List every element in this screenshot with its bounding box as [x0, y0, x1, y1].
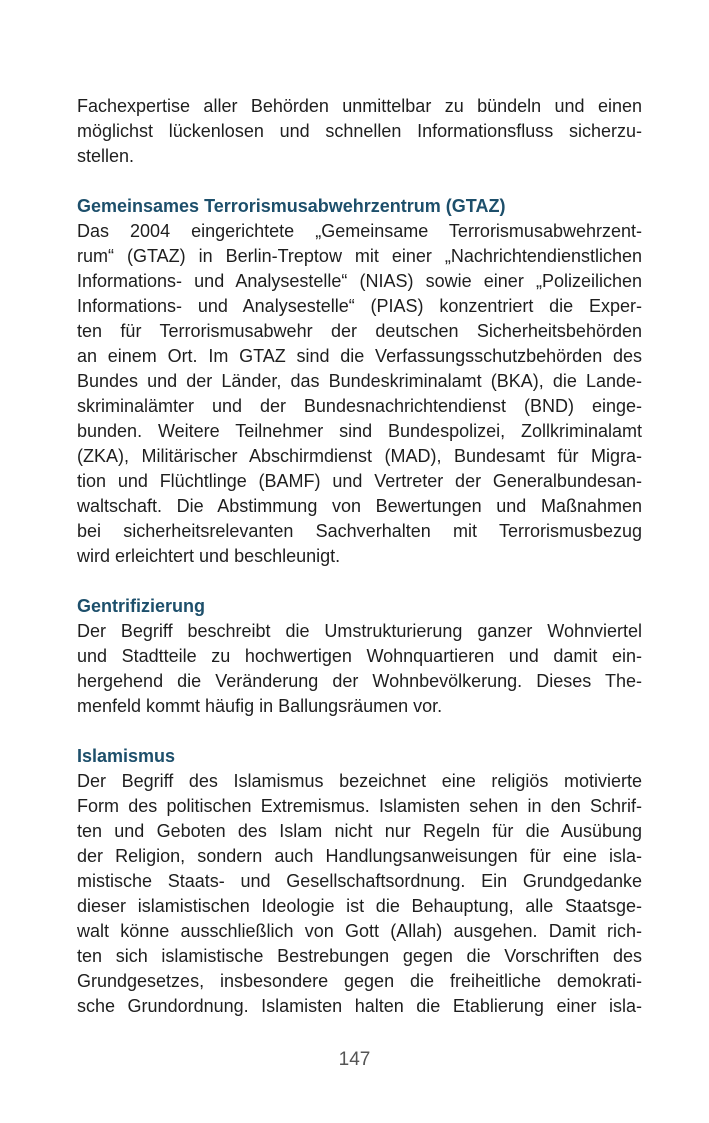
text-line: an einem Ort. Im GTAZ sind die Verfassungsschutzbehörden des [77, 346, 642, 366]
text-line: rum“ (GTAZ) in Berlin-Treptow mit einer „Nachrichtendienstlichen [77, 246, 642, 266]
text-line: menfeld kommt häufig in Ballungsräumen vor. [77, 696, 443, 716]
text-line: mistische Staats- und Gesellschaftsordnung. Ein Grundgedanke [77, 871, 642, 891]
document-page [77, 94, 642, 1019]
text-line: bunden. Weitere Teilnehmer sind Bundespolizei, Zollkriminalamt [77, 421, 642, 441]
text-line: Grundgesetzes, insbesondere gegen die freiheitliche demokrati- [77, 971, 642, 991]
text-line: ten sich islamistische Bestrebungen gegen die Vorschriften des [77, 946, 642, 966]
text-line: sche Grundordnung. Islamisten halten die Etablierung einer isla- [77, 996, 642, 1016]
text-line: skriminalämter und der Bundesnachrichtendienst (BND) einge- [77, 396, 642, 416]
text-line: möglichst lückenlosen und schnellen Informationsfluss sicherzu- [77, 121, 642, 141]
text-line: waltschaft. Die Abstimmung von Bewertungen und Maßnahmen [77, 496, 642, 516]
text-line: dieser islamistischen Ideologie ist die Behauptung, alle Staatsge- [77, 896, 642, 916]
paragraph-gap [77, 719, 642, 744]
text-line: tion und Flüchtlinge (BAMF) und Vertreter der Generalbundesan- [77, 471, 642, 491]
section-heading: Gemeinsames Terrorismusabwehrzentrum (GTAZ) [77, 196, 506, 216]
text-line: Informations- und Analysestelle“ (NIAS) sowie einer „Polizeilichen [77, 271, 642, 291]
text-line: und Stadtteile zu hochwertigen Wohnquartieren und damit ein- [77, 646, 642, 666]
text-line: wird erleichtert und beschleunigt. [77, 546, 341, 566]
text-line: Form des politischen Extremismus. Islamisten sehen in den Schrif- [77, 796, 642, 816]
text-line: Der Begriff beschreibt die Umstrukturierung ganzer Wohnviertel [77, 621, 642, 641]
text-line: ten für Terrorismusabwehr der deutschen Sicherheitsbehörden [77, 321, 642, 341]
text-line: der Religion, sondern auch Handlungsanweisungen für eine isla- [77, 846, 642, 866]
text-line: Das 2004 eingerichtete „Gemeinsame Terrorismusabwehrzent- [77, 221, 642, 241]
section-islamismus [77, 744, 642, 1019]
paragraph-gap [77, 569, 642, 594]
text-line: walt könne ausschließlich von Gott (Allah) ausgehen. Damit rich- [77, 921, 642, 941]
text-line: hergehend die Veränderung der Wohnbevölkerung. Dieses The- [77, 671, 642, 691]
section-gtaz [77, 194, 642, 569]
text-line: Fachexpertise aller Behörden unmittelbar zu bündeln und einen [77, 96, 642, 116]
intro-paragraph [77, 94, 642, 169]
section-heading: Gentrifizierung [77, 596, 206, 616]
text-line: (ZKA), Militärischer Abschirmdienst (MAD), Bundesamt für Migra- [77, 446, 642, 466]
section-gentrifizierung [77, 594, 642, 719]
text-line: Der Begriff des Islamismus bezeichnet eine religiös motivierte [77, 771, 642, 791]
text-line: ten und Geboten des Islam nicht nur Regeln für die Ausübung [77, 821, 642, 841]
section-heading: Islamismus [77, 746, 176, 766]
page-number: 147 [338, 1049, 371, 1070]
text-line: bei sicherheitsrelevanten Sachverhalten mit Terrorismusbezug [77, 521, 642, 541]
text-line: Informations- und Analysestelle“ (PIAS) konzentriert die Exper- [77, 296, 642, 316]
text-line: stellen. [77, 146, 135, 166]
text-line: Bundes und der Länder, das Bundeskriminalamt (BKA), die Lande- [77, 371, 642, 391]
paragraph-gap [77, 169, 642, 194]
